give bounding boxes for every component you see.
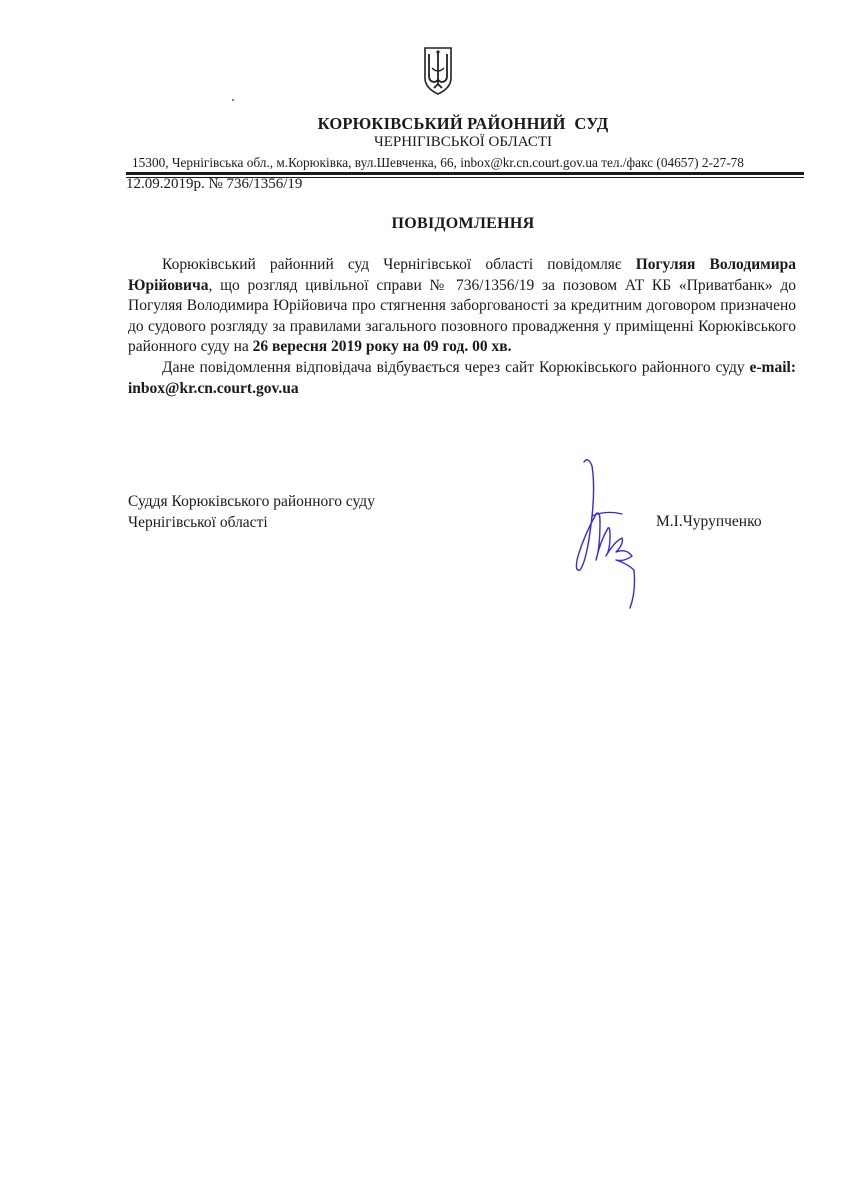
- notice-body: [128, 255, 796, 399]
- text-run: Корюківський районний суд Чернігівської області повідомляє: [162, 256, 636, 273]
- scan-speck: [232, 99, 234, 101]
- handwritten-signature: [566, 452, 656, 612]
- judge-title-line1: Суддя Корюківського районного суду: [128, 493, 375, 510]
- court-region: ЧЕРНІГІВСЬКОЇ ОБЛАСТІ: [373, 134, 553, 150]
- document-title: ПОВІДОМЛЕННЯ: [391, 215, 535, 232]
- paragraph-notice: [128, 255, 796, 358]
- document-reference: 12.09.2019р. № 736/1356/19: [126, 176, 303, 192]
- paragraph-site: [128, 358, 796, 399]
- court-name: КОРЮКІВСЬКИЙ РАЙОННИЙ СУД: [317, 114, 609, 133]
- trident-icon: [422, 44, 454, 96]
- court-email: e-mail: inbox@kr.cn.court.gov.ua: [128, 358, 796, 397]
- judge-title: [128, 492, 375, 533]
- judge-name: М.І.Чурупченко: [656, 513, 762, 530]
- text-run: Дане повідомлення відповідача відбувається через сайт Корюківського районного суду: [162, 358, 750, 376]
- defendant-name: Погуляя Володимира Юрійовича: [128, 256, 796, 294]
- text-run: , що розгляд цивільної справи № 736/1356/19 за позовом АТ КБ «Приватбанк» до Погуляя Володимира Юрійовича про стягнення заборгованості за кредитним договором призначено до судового розгляду за правилами загального позовного провадження у приміщенні Корюківського районного суду на: [128, 276, 796, 356]
- court-address: 15300, Чернігівська обл., м.Корюківка, вул.Шевченка, 66, inbox@kr.cn.court.gov.ua тел./факс (04657) 2-27-78: [132, 155, 744, 170]
- hearing-datetime: 26 вересня 2019 року на 09 год. 00 хв.: [252, 338, 512, 356]
- judge-title-line2: Чернігівської області: [128, 513, 268, 531]
- header-divider: [126, 172, 804, 175]
